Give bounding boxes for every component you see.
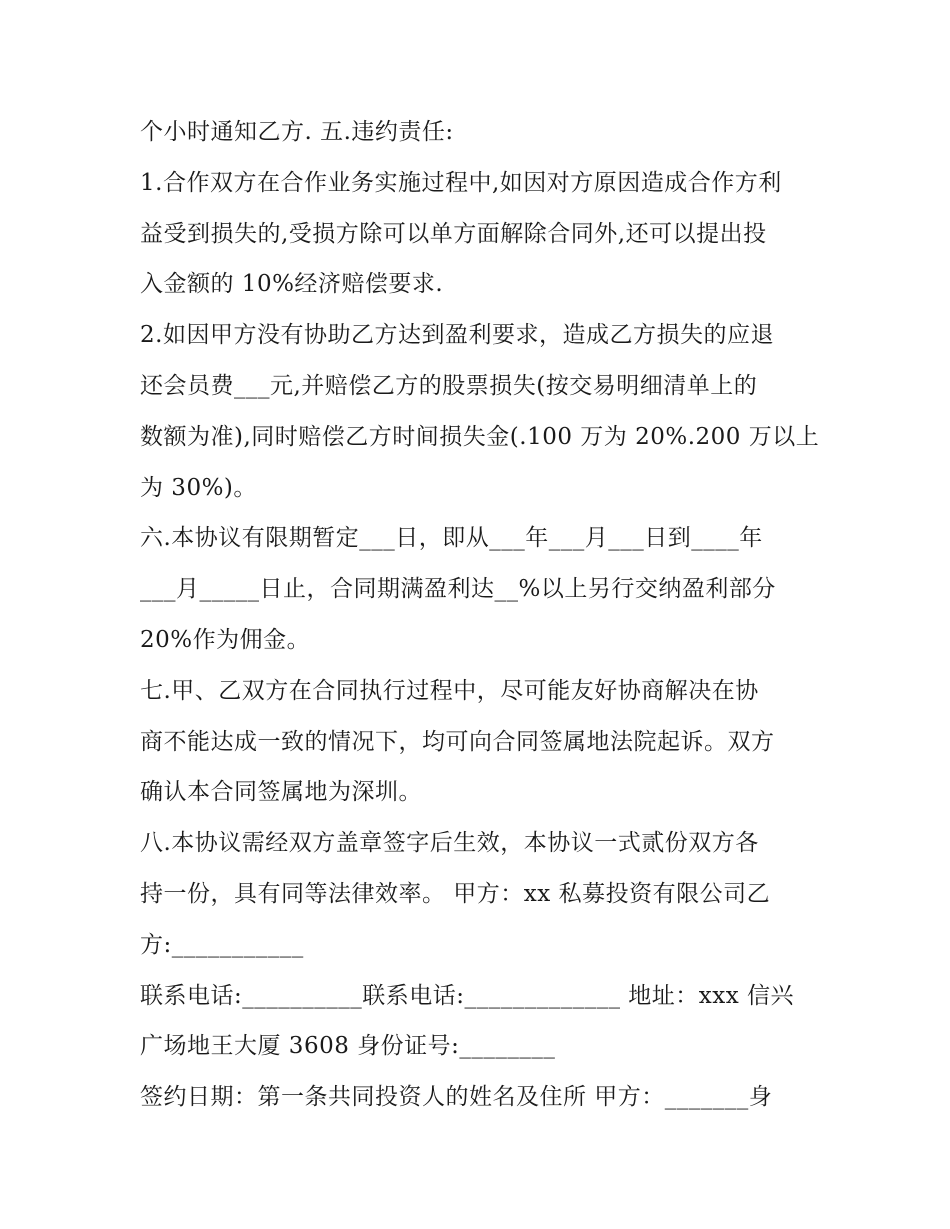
text-line: 20%作为佣金。 [140,626,311,653]
text-line: 数额为准),同时赔偿乙方时间损失金(.100 万为 20%.200 万以上 [140,423,820,450]
text-line: 1.合作双方在合作业务实施过程中,如因对方原因造成合作方利 [140,169,782,196]
text-line: 广场地王大厦 3608 身份证号:________ [140,1033,556,1060]
text-line: 益受到损失的,受损方除可以单方面解除合同外,还可以提出投 [140,220,767,247]
text-line: ___月_____日止，合同期满盈利达__%以上另行交纳盈利部分 [140,576,776,603]
text-line: 入金额的 10%经济赔偿要求. [140,271,444,298]
text-line: 2.如因甲方没有协助乙方达到盈利要求，造成乙方损失的应退 [140,322,774,349]
text-line: 持一份，具有同等法律效率。 甲方：xx 私募投资有限公司乙 [140,880,771,907]
text-line: 七.甲、乙双方在合同执行过程中，尽可能友好协商解决在协 [140,677,759,704]
document-body [140,107,820,1123]
text-line: 联系电话:__________联系电话:_____________ 地址：xxx 信兴 [140,982,795,1009]
text-line: 商不能达成一致的情况下，均可向合同签属地法院起诉。双方 [140,728,775,755]
text-line: 为 30%)。 [140,474,257,501]
text-line: 方:___________ [140,931,304,958]
text-line: 确认本合同签属地为深圳。 [140,779,422,806]
text-line: 六.本协议有限期暂定___日，即从___年___月___日到____年 [140,525,763,552]
text-line: 八.本协议需经双方盖章签字后生效，本协议一式贰份双方各 [140,830,759,857]
text-line: 还会员费___元,并赔偿乙方的股票损失(按交易明细清单上的 [140,372,758,399]
text-line: 签约日期：第一条共同投资人的姓名及住所 甲方：_______身 [140,1084,773,1111]
text-line: 个小时通知乙方. 五.违约责任: [140,119,454,145]
